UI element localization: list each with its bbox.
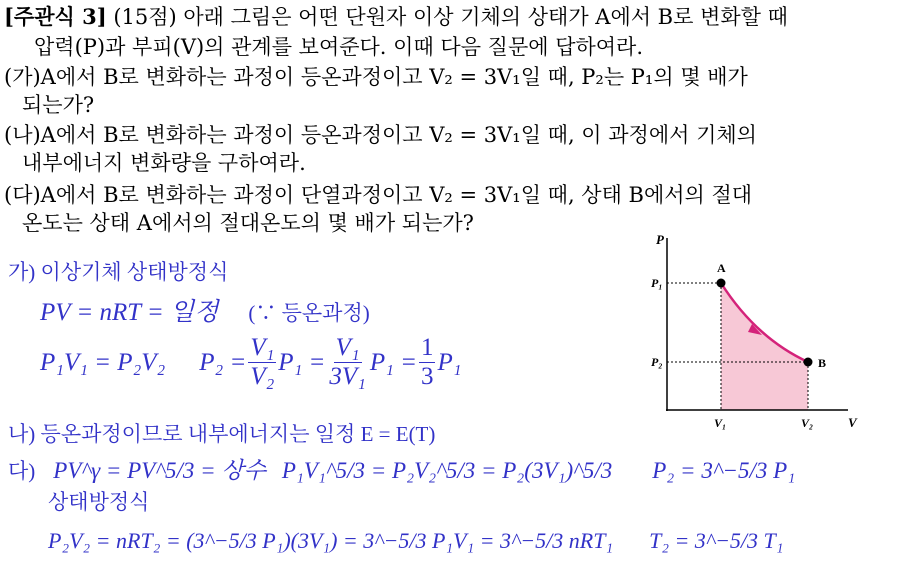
point-a-label: A — [717, 261, 726, 275]
question-na-line2: 내부에너지 변화량을 구하여라. — [22, 151, 306, 175]
answer-ga-eq1: PV = nRT = 일정 — [40, 299, 219, 326]
question-na — [4, 122, 757, 148]
p1-label: P₁ — [651, 276, 663, 290]
fraction-after: P₁ — [437, 348, 462, 376]
question-ga-line2: 되는가? — [22, 93, 95, 117]
pv-diagram — [636, 228, 876, 438]
fraction-numerator: V₁ — [250, 334, 275, 361]
answer-da-sub: 상태방정식 — [48, 490, 150, 514]
question-ga-line1: A에서 B로 변화하는 과정이 등온과정이고 V₂ = 3V₁일 때, P₂는 P₁의 몇 배가 — [40, 65, 748, 89]
point-b-label: B — [818, 356, 827, 370]
answer-da-eq3: P₂ = 3^−5/3 P₁ — [652, 458, 796, 483]
fraction-denominator: 3V₁ — [329, 363, 366, 390]
question-ga-label: (가) — [4, 65, 41, 89]
fraction-denominator: V₂ — [250, 363, 275, 390]
answer-ga-eq2b-lhs: P₂ = — [199, 348, 247, 376]
problem-tag: [주관식 3] — [4, 4, 107, 29]
answer-ga-eq1-row — [40, 292, 370, 328]
point-a — [717, 279, 726, 288]
fraction-after: P₁ = — [278, 348, 326, 376]
fraction-after: P₁ = — [369, 348, 417, 376]
fraction-denominator: 3 — [420, 363, 434, 390]
fraction-one-third — [419, 334, 436, 391]
answer-ga-eq1-note: (∵ 등온과정) — [248, 301, 370, 325]
answer-da-eq2: P₁V₁^5/3 = P₂V₂^5/3 = P₂(3V₁)^5/3 — [281, 458, 613, 483]
question-da-label: (다) — [4, 183, 41, 207]
fraction-v1-over-3v1 — [327, 334, 367, 391]
answer-ga-eq2a: P₁V₁ = P₂V₂ — [40, 348, 166, 376]
v1-label: V₁ — [714, 416, 727, 430]
y-axis-label: P — [656, 232, 664, 247]
problem-header — [4, 4, 788, 30]
answer-ga-eq2-row — [40, 334, 461, 391]
point-b — [804, 358, 813, 367]
v2-label: V₂ — [801, 416, 814, 430]
answer-da-label: 다) — [8, 459, 36, 483]
fraction-numerator: 1 — [420, 334, 434, 361]
x-axis-label: V — [848, 415, 857, 430]
question-ga — [4, 64, 748, 90]
question-da — [4, 182, 752, 208]
question-na-label: (나) — [4, 123, 41, 147]
p2-label: P₂ — [651, 355, 663, 369]
answer-da-row1 — [8, 452, 795, 485]
question-da-line1: A에서 B로 변화하는 과정이 단열과정이고 V₂ = 3V₁일 때, 상태 B에서의 절대 — [40, 183, 753, 207]
answer-da-eq1: PV^γ = PV^5/3 = 상수 — [53, 458, 266, 483]
question-na-line1: A에서 B로 변화하는 과정이 등온과정이고 V₂ = 3V₁일 때, 이 과정에서 기체의 — [40, 123, 757, 147]
answer-na-text: 나) 등온과정이므로 내부에너지는 일정 E = E(T) — [8, 422, 436, 446]
fraction-numerator: V₁ — [335, 334, 360, 361]
problem-line2: 압력(P)과 부피(V)의 관계를 보여준다. 이때 다음 질문에 답하여라. — [34, 35, 644, 59]
answer-da-eq4: P₂V₂ = nRT₂ = (3^−5/3 P₁)(3V₁) = 3^−5/3 P₁V₁ = 3^−5/3 nRT₁ — [48, 528, 614, 553]
answer-da-eq5: T₂ = 3^−5/3 T₁ — [649, 528, 784, 553]
answer-da-row2 — [48, 528, 783, 554]
problem-intro: (15점) 아래 그림은 어떤 단원자 이상 기체의 상태가 A에서 B로 변화할 때 — [106, 5, 788, 29]
question-da-line2: 온도는 상태 A에서의 절대온도의 몇 배가 되는가? — [22, 211, 474, 235]
answer-ga-title: 가) 이상기체 상태방정식 — [8, 260, 229, 284]
fraction-v1-over-v2 — [248, 334, 276, 391]
